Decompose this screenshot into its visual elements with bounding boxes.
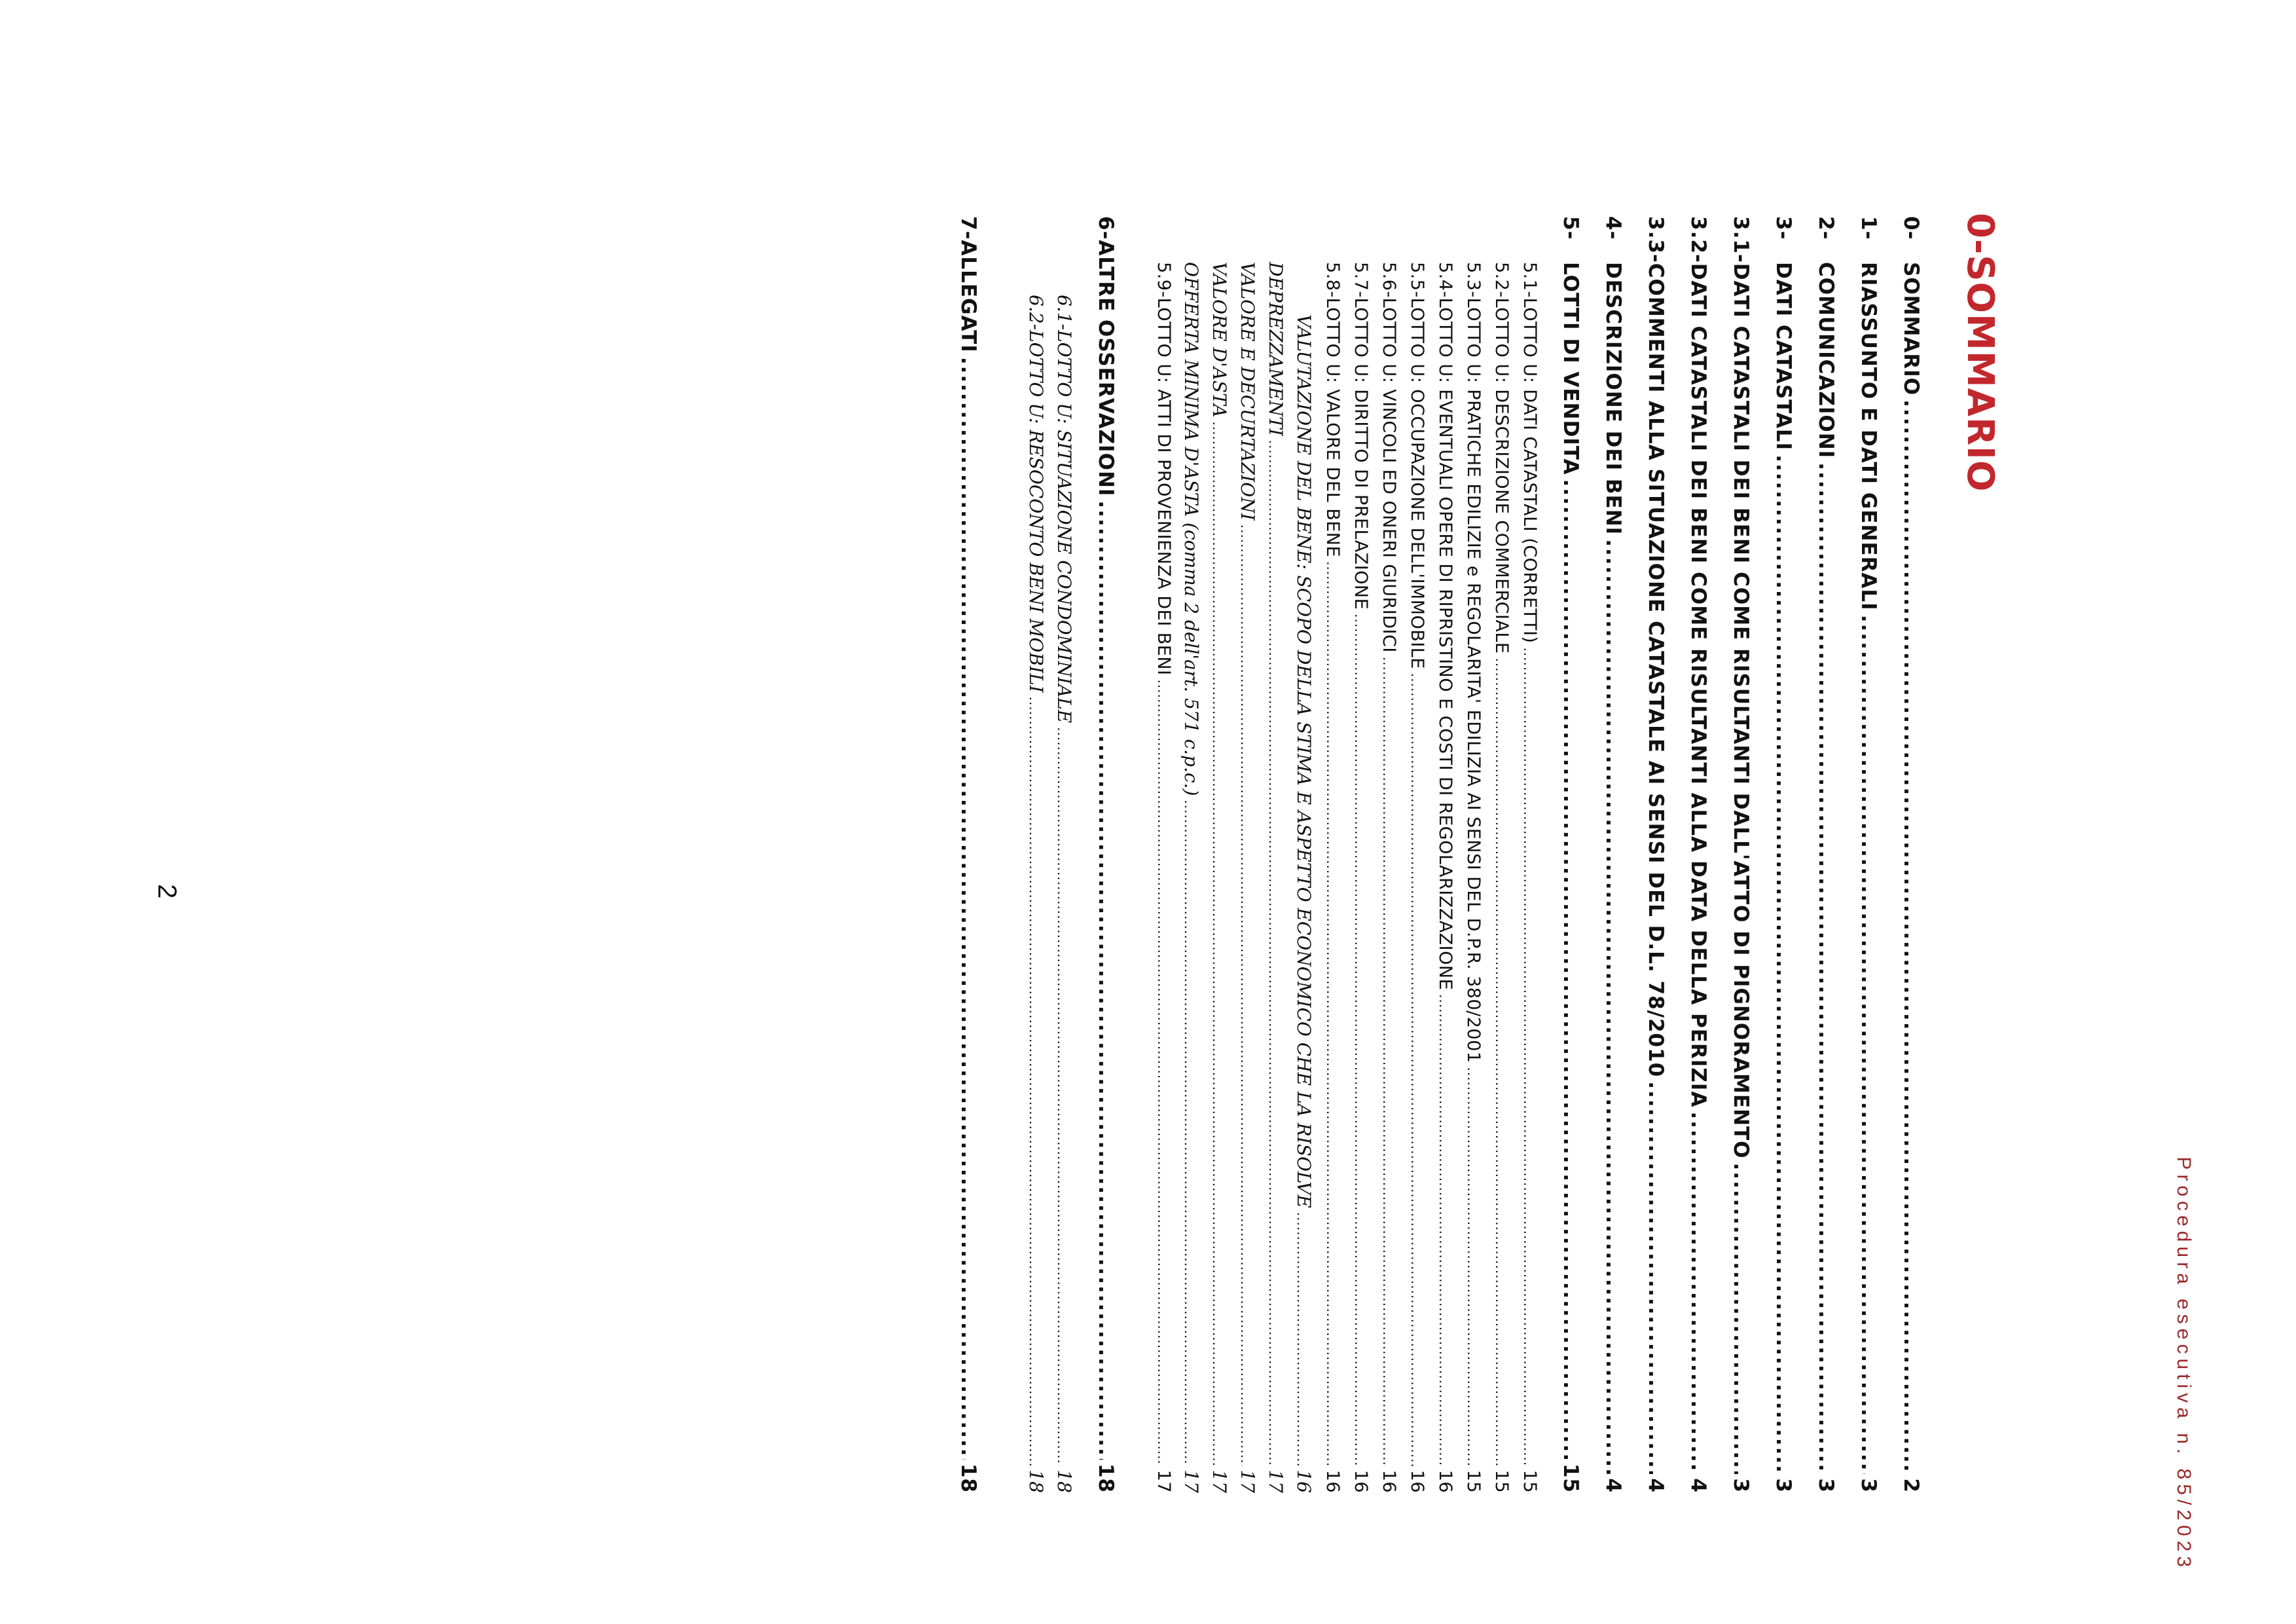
toc-entry-page: 4 [1644,1478,1667,1493]
toc-entry-label: DEPREZZAMENTI [1265,262,1286,436]
toc-leader [1266,440,1282,1466]
toc-entry [1857,216,1880,1493]
toc-leader [1465,1067,1480,1466]
toc-entry-label: 6.2-LOTTO U: RESOCONTO BENI MOBILI [1025,295,1047,693]
toc-italic-entry [1237,262,1258,1493]
toc-entry-page: 17 [1265,1469,1286,1493]
toc-entry-label: 6.1-LOTTO U: SITUAZIONE CONDOMINIALE [1053,295,1075,724]
toc-entry-label: 3.1-DATI CATASTALI DEI BENI COME RISULTANTI DALL'ATTO DI PIGNORAMENTO [1729,216,1753,1159]
toc-entry-label: 3.3-COMMENTI ALLA SITUAZIONE CATASTALE AI SENSI DEL D.L. 78/2010 [1644,216,1667,1078]
toc-sub-entry [1407,262,1427,1493]
toc-entry [1644,216,1667,1493]
toc-entry-label: VALORE E DECURTAZIONI [1237,262,1258,521]
toc-entry-label: 5.4-LOTTO U: EVENTUALI OPERE DI RIPRISTINO E COSTI DI REGOLARIZZAZIONE [1435,262,1455,991]
toc-entry-page: 17 [1154,1469,1174,1493]
toc-entry-number: 5- [1559,216,1582,240]
toc-leader [1857,615,1880,1475]
toc-entry-label: 7-ALLEGATI [957,216,980,353]
toc-sub-entry [1435,262,1455,1493]
toc-entry-number: 3- [1772,216,1795,240]
toc-leader [1155,680,1171,1466]
toc-entry-label: VALORE D'ASTA [1209,262,1230,418]
toc-entry-page: 16 [1322,1469,1343,1493]
toc-leader [1521,647,1537,1466]
toc-entry-page: 16 [1293,1469,1315,1493]
toc-sub-entry [1322,262,1343,1493]
toc-entry [1729,216,1753,1493]
toc-entry-label: DESCRIZIONE DEI BENI [1601,262,1625,536]
toc-entry-page: 3 [1729,1478,1753,1493]
toc-italic-entry [1209,262,1230,1493]
toc-leader [1352,614,1368,1466]
toc-entry [1814,216,1838,1493]
toc-entry-label: 5.7-LOTTO U: DIRITTO DI PRELAZIONE [1351,262,1371,610]
toc-leader [1324,561,1339,1466]
toc-leader [1408,673,1424,1466]
toc-entry-page: 16 [1407,1469,1427,1493]
toc-leader [1182,800,1197,1466]
toc-entry-label: LOTTI DI VENDITA [1559,262,1582,475]
toc-leader [1210,421,1226,1466]
toc-entry-page: 3 [1772,1478,1795,1493]
toc-entry [1601,216,1625,1493]
toc-entry-label: 5.6-LOTTO U: VINCOLI ED ONERI GIURIDICI [1379,262,1399,653]
toc-entry-label: OFFERTA MINIMA D'ASTA (comma 2 dell'art. 571 c.p.c.) [1180,262,1202,796]
toc-entry-page: 4 [1686,1478,1710,1493]
toc-leader [1436,994,1452,1466]
toc-entry-label: DATI CATASTALI [1772,262,1795,451]
toc-entry-page: 3 [1857,1478,1880,1493]
toc-entry-page: 15 [1491,1469,1512,1493]
toc-leader [957,357,980,1460]
toc-entry-label: 5.2-LOTTO U: DESCRIZIONE COMMERCIALE [1491,262,1512,654]
toc-entry [1094,216,1118,1493]
toc-entry-page: 2 [1899,1478,1923,1493]
toc-entry-label: RIASSUNTO E DATI GENERALI [1857,262,1880,611]
toc-entry-label: 5.3-LOTTO U: PRATICHE EDILIZIE e REGOLARITA' EDILIZIA AI SENSI DEL D.P.R. 380/2001 [1463,262,1484,1063]
toc-entry-label: 5.5-LOTTO U: OCCUPAZIONE DELL'IMMOBILE [1407,262,1427,669]
toc-entry [1686,216,1710,1493]
toc-leader [1027,697,1042,1466]
toc-leader [1644,1081,1667,1474]
toc-leader [1601,539,1625,1474]
toc-leader [1294,1212,1310,1466]
toc-leader [1380,657,1396,1466]
toc-italic-entry [1025,295,1047,1493]
toc-entry-page: 18 [1094,1463,1118,1493]
toc-italic-entry [1053,295,1075,1493]
toc-entry-label: COMUNICAZIONI [1814,262,1838,459]
toc-leader [1814,462,1838,1474]
toc-leader [1686,1111,1710,1474]
toc-italic-entry [1180,262,1202,1493]
toc-entry-number: 2- [1814,216,1838,240]
toc-entry [1559,216,1582,1493]
toc-entry-page: 16 [1379,1469,1399,1493]
toc-entry-page: 18 [1025,1469,1047,1493]
toc-entry-page: 17 [1209,1469,1230,1493]
toc-leader [1094,500,1118,1459]
toc-entry-page: 15 [1463,1469,1484,1493]
toc-title: 0-SOMMARIO [1959,213,2001,492]
toc-entry-number: 4- [1601,216,1625,240]
toc-entry-label: VALUTAZIONE DEL BENE: SCOPO DELLA STIMA E ASPETTO ECONOMICO CHE LA RISOLVE [1293,314,1315,1208]
toc-sub-entry [1154,262,1174,1493]
toc-entry-page: 4 [1601,1478,1625,1493]
toc-entry-number: 1- [1857,216,1880,240]
toc-entry-number: 0- [1899,216,1923,240]
toc-entry-label: 5.9-LOTTO U: ATTI DI PROVENIENZA DEI BENI [1154,262,1174,676]
toc-entry-page: 15 [1520,1469,1540,1493]
toc-leader [1238,525,1254,1466]
toc-italic-entry [1265,262,1286,1493]
toc-leader [1729,1163,1753,1475]
toc-sub-entry [1491,262,1512,1493]
toc-leader [1055,727,1070,1466]
toc-leader [1899,399,1923,1474]
toc-entry-page: 17 [1180,1469,1202,1493]
toc-entry-page: 17 [1237,1469,1258,1493]
toc-italic-entry [1293,314,1315,1493]
toc-sub-entry [1379,262,1399,1493]
procedure-header: Procedura esecutiva n. 85/2023 [2173,1156,2195,1572]
toc-entry-page: 16 [1351,1469,1371,1493]
toc-sub-entry [1520,262,1540,1493]
toc-entry-label: 5.1-LOTTO U: DATI CATASTALI (CORRETTI) [1520,262,1540,644]
toc-sub-entry [1351,262,1371,1493]
toc-entry [1899,216,1923,1493]
toc-entry-page: 18 [957,1463,980,1493]
toc-entry-page: 16 [1435,1469,1455,1493]
page-number: 2 [153,884,181,899]
toc-entry-label: 5.8-LOTTO U: VALORE DEL BENE [1322,262,1343,558]
toc-leader [1493,657,1508,1466]
toc-entry [957,216,980,1493]
toc-entry-label: SOMMARIO [1899,262,1923,396]
toc-leader [1772,454,1795,1474]
toc-entry-label: 3.2-DATI CATASTALI DEI BENI COME RISULTANTI ALLA DATA DELLA PERIZIA [1686,216,1710,1108]
toc-leader [1559,479,1582,1460]
toc-sub-entry [1463,262,1484,1493]
toc-entry-page: 18 [1053,1469,1075,1493]
toc-entry-page: 15 [1559,1463,1582,1493]
toc-entry-label: 6-ALTRE OSSERVAZIONI [1094,216,1118,497]
toc-entry-page: 3 [1814,1478,1838,1493]
toc-entry [1772,216,1795,1493]
